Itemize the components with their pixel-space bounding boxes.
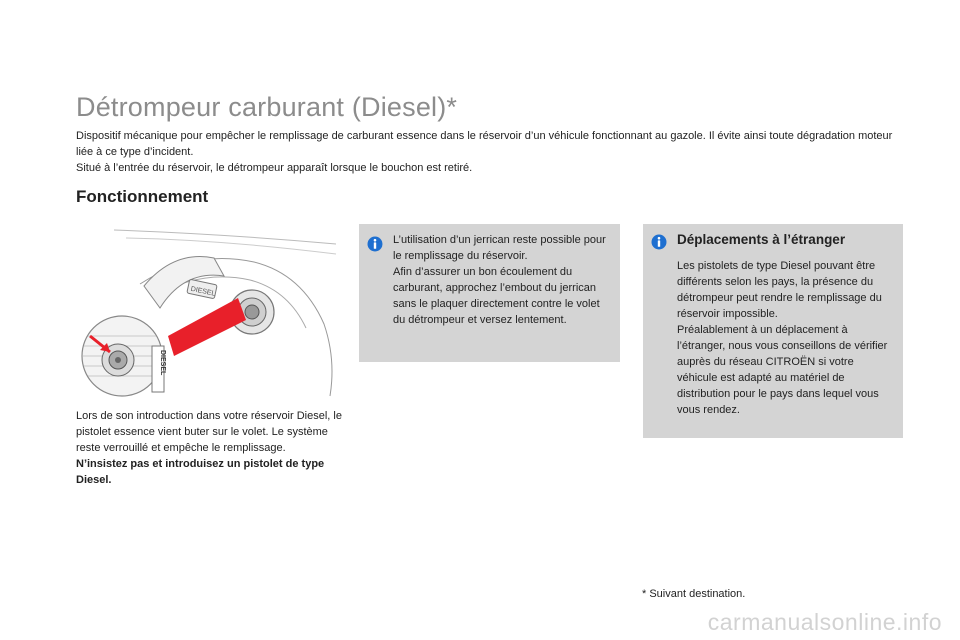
watermark: carmanualsonline.info: [707, 609, 942, 635]
section-heading: Fonctionnement: [76, 187, 209, 206]
info-box-text: [393, 232, 611, 328]
info-line: Les pistolets de type Diesel pouvant être différents selon les pays, la présence du détrompeur peut rendre le remplissage du réservoir impossible.: [677, 260, 882, 320]
info-box-heading: Déplacements à l’étranger: [677, 232, 846, 247]
fuel-inlet-drawing: [74, 224, 340, 398]
info-line: Afin d’assurer un bon écoulement du carburant, approchez l’embout du jerrican sans le plaquer directement contre le volet du détrompeur et versez lentement.: [393, 266, 600, 326]
info-icon: [367, 236, 383, 252]
info-line: Préalablement à un déplacement à l’étranger, nous vous conseillons de vérifier auprès du réseau CITROËN si votre véhicule est adapté au matériel de distribution pour le pays dans lequel vous vous rendez.: [677, 324, 888, 416]
footnote: * Suivant destination.: [642, 588, 746, 600]
info-icon: [651, 234, 667, 250]
info-box-text: [677, 258, 897, 418]
intro-text: [76, 128, 906, 176]
page-title: Détrompeur carburant (Diesel)*: [76, 92, 458, 122]
info-box-abroad: [643, 224, 903, 438]
info-line: L’utilisation d’un jerrican reste possible pour le remplissage du réservoir.: [393, 234, 606, 262]
body-paragraph: Lors de son introduction dans votre réservoir Diesel, le pistolet essence vient buter sur le volet. Le système reste verrouillé et empêche le remplissage.: [76, 410, 342, 454]
body-warning: N’insistez pas et introduisez un pistolet de type Diesel.: [76, 458, 325, 486]
info-box-jerrican: [359, 224, 620, 362]
body-text: [76, 408, 346, 488]
diesel-tag-label: DIESEL: [159, 350, 166, 376]
flap-label: DIESEL: [189, 285, 216, 298]
intro-paragraph: Dispositif mécanique pour empêcher le remplissage de carburant essence dans le réservoir d’un véhicule fonctionnant au gazole. Il évite ainsi toute dégradation moteur liée à ce type d’incident.: [76, 130, 893, 158]
fuel-inlet-illustration: [74, 224, 340, 398]
intro-paragraph: Situé à l’entrée du réservoir, le détrompeur apparaît lorsque le bouchon est retiré.: [76, 162, 473, 174]
